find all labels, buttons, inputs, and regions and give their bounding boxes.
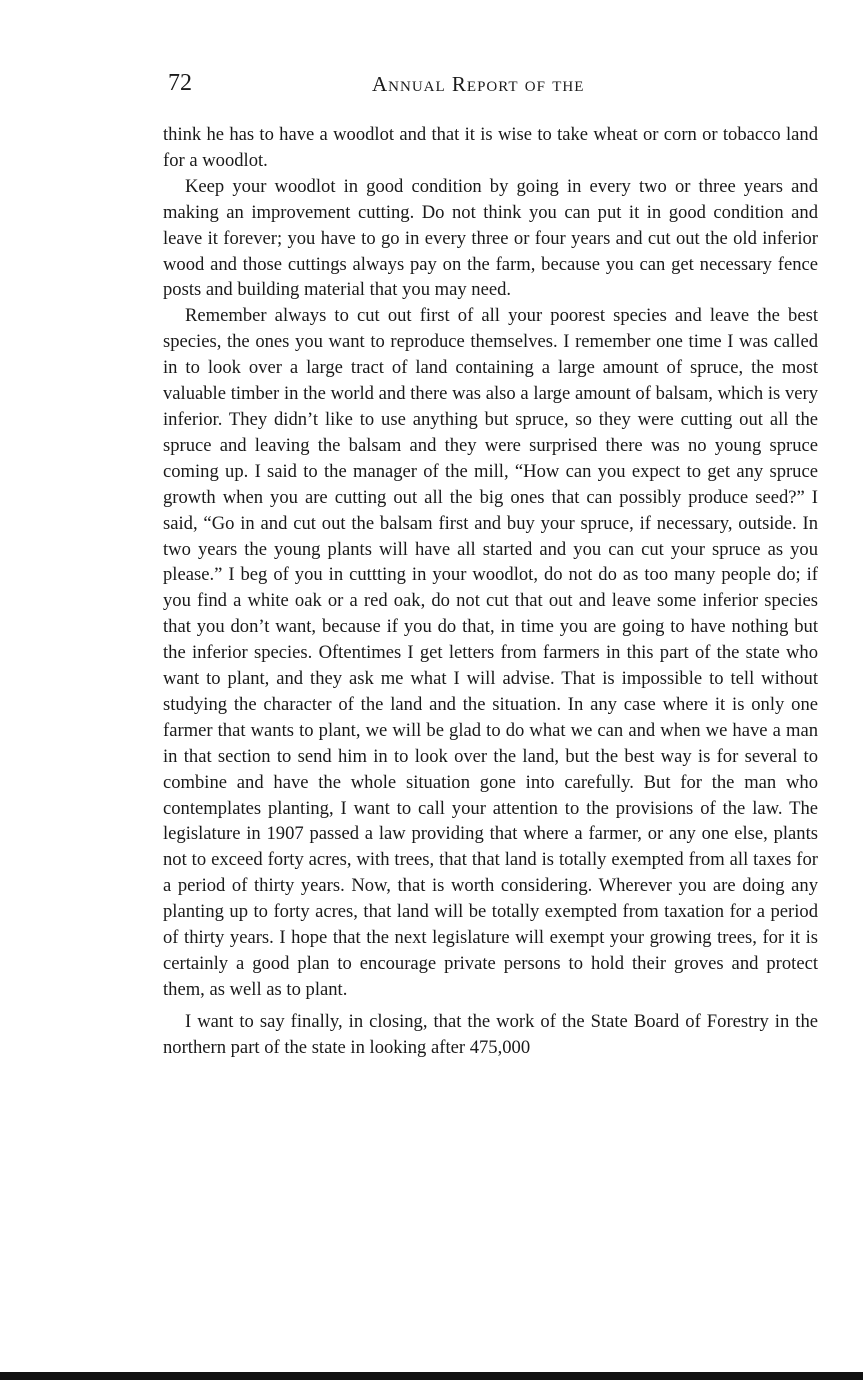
paragraph: think he has to have a woodlot and that it is wise to take wheat or corn or tobacco land for a woodlot. — [163, 124, 818, 171]
paragraph: Keep your woodlot in good condition by going in every two or three years and making an improvement cutting. Do not think you can put it in good condition and leave it forever; you have to go in every three or four years and cut out the old inferior wood and those cuttings always pay on the farm, because you can get necessary fence posts and building material that you may need. — [163, 175, 818, 301]
paragraph: I want to say finally, in closing, that the work of the State Board of Forestry in the northern part of the state in looking after 475,000 — [163, 1010, 818, 1058]
bottom-scan-border — [0, 1372, 863, 1380]
page-number: 72 — [168, 70, 192, 96]
running-head: Annual Report of the — [372, 72, 585, 96]
body-text — [163, 122, 818, 1061]
paragraph: Remember always to cut out first of all your poorest species and leave the best species, the ones you want to reproduce themselves. I remember one time I was called in to look over a large tract of land containing a large amount of spruce, the most valuable timber in the world and there was also a large amount of balsam, which is very inferior. They didn’t like to use anything but spruce, so they were cutting out all the spruce and leaving the balsam and they were surprised there was no young spruce coming up. I said to the manager of the mill, “How can you expect to get any spruce growth when you are cutting out all the big ones that can possibly produce seed?” I said, “Go in and cut out the balsam first and buy your spruce, if necessary, outside. In two years the young plants will have all started and you can cut your spruce as you please.” I beg of you in cuttting in your woodlot, do not do as too many people do; if you find a white oak or a red oak, do not cut that out and leave some inferior species that you don’t want, because if you do that, in time you are going to have nothing but the inferior species. Oftentimes I get letters from farmers in this part of the state who want to plant, and they ask me what I will advise. That is impossible to tell without studying the character of the land and the situation. In any case where it is only one farmer that wants to plant, we will be glad to do what we can and when we have a man in that section to send him in to look over the land, but the best way is for several to combine and have the whole situation gone into carefully. But for the man who contemplates planting, I want to call your attention to the provisions of the law. The legislature in 1907 passed a law providing that where a farmer, or any one else, plants not to exceed forty acres, with trees, that that land is totally exempted from all taxes for a period of thirty years. Now, that is worth considering. Wherever you are doing any planting up to forty acres, that land will be totally exempted from taxation for a period of thirty years. I hope that the next legislature will exempt your growing trees, for it is certainly a good plan to encourage private persons to hold their groves and protect them, as well as to plant. — [163, 305, 818, 1000]
